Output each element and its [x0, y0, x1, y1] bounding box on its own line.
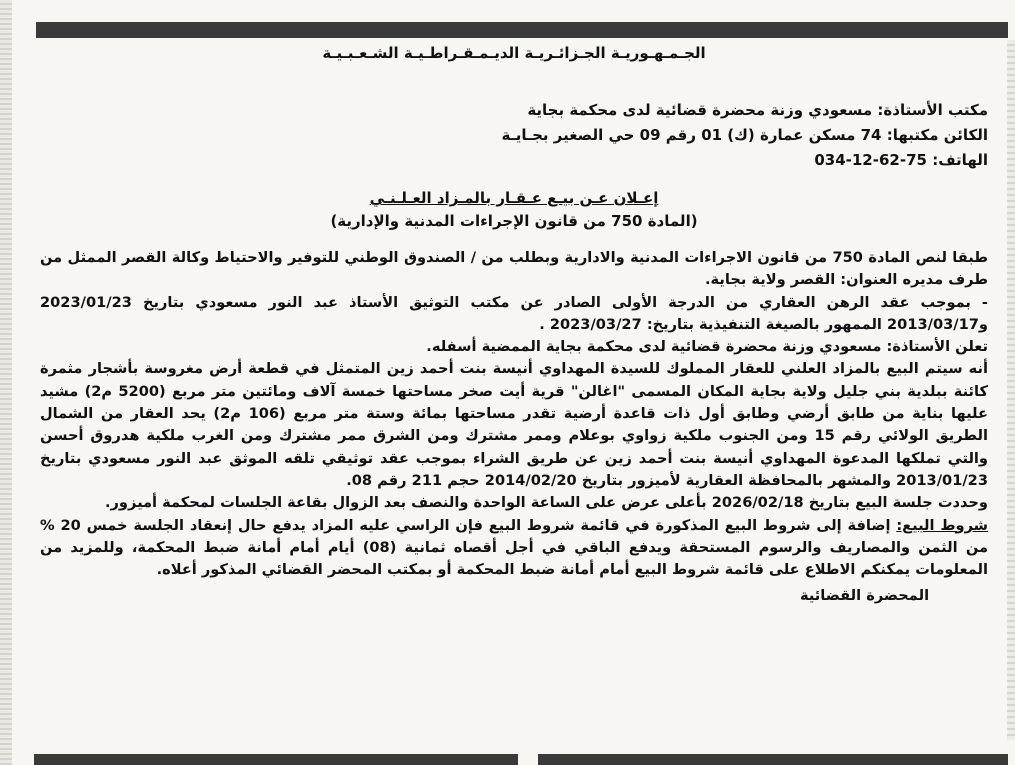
conditions-text: إضافة إلى شروط البيع المذكورة في قائمة شروط البيع فإن الراسي عليه المزاد يدفع حال إنعقاد الجلسة خمس 20 % من الثمن والمصاريف والرسوم المستحقة ويدفع الباقي في أجل أقصاه ثمانية (08) أيام أمام أمانة ضبط المحكمة، وللمزيد من المعلومات يمكنكم الاطلاع على قائمة شروط البيع أمام أمانة ضبط المحكمة أو بمكتب المحضر القضائي المذكور أعلاه.: [40, 516, 988, 579]
office-phone: الهاتف: 75-62-12-034: [814, 151, 988, 169]
signature: المحضرة القضائية: [800, 587, 930, 605]
paragraph-announcer: تعلن الأستاذة: مسعودي وزنة محضرة قضائية لدى محكمة بجاية الممضية أسفله.: [426, 338, 988, 356]
scan-edge-right: [1007, 40, 1015, 740]
notice-title: إعـلان عـن بيـع عـقـار بالمـزاد العـلـنـي: [369, 189, 659, 207]
paragraph-session: وحددت جلسة البيع بتاريخ 2026/02/18 بأعلى عرض على الساعة الواحدة والنصف بعد الزوال بقاعة الجلسات لمحكمة أميزور.: [104, 494, 988, 512]
notice-body: [40, 247, 988, 581]
top-rule: [36, 22, 1008, 38]
paragraph-mortgage: - بموجب عقد الرهن العقاري من الدرجة الأولى الصادر عن مكتب التوثيق الأستاذ عبد النور مسعودي بتاريخ 2023/01/23 و2013/03/17 الممهور بالصيغة التنفيذية بتاريخ: 2023/03/27 .: [40, 293, 988, 333]
conditions-label: شروط البيع:: [896, 516, 989, 534]
office-name: مكتب الأستاذة: مسعودي وزنة محضرة قضائية لدى محكمة بجاية: [527, 101, 988, 119]
paragraph-property: أنه سيتم البيع بالمزاد العلني للعقار المملوك للسيدة المهداوي أنيسة بنت أحمد زين المتمثل في قطعة أرض مغروسة بأشجار مثمرة كائنة ببلدية بني جليل ولاية بجاية المكان المسمى "اغالن" قرية أيت صخر مساحتها خمسة آلاف ومائتين متر مربع (5200 م2) مشيد عليها بناية من طابق أرضي وطابق أول ذات قاعدة أرضية تقدر مساحتها بمائة وستة متر مربع (106 م2) يحد العقار من الشمال الطريق الولائي رقم 15 ومن الجنوب ملكية زواوي بوعلام وممر مشترك ومن الشرق ممر مشترك ومن الغرب ملكية هدروق أحسن والتي تملكها المدعوة المهداوي أنيسة بنت أحمد زين عن طريق الشراء بموجب عقد توثيقي تلقه الموثق عبد النور مسعودي بتاريخ 2013/01/23 والمشهر بالمحافظة العقارية لأميزور بتاريخ 2014/02/20 حجم 211 رقم 08.: [40, 360, 988, 489]
notice-subtitle: (المادة 750 من قانون الإجراءات المدنية والإدارية): [330, 212, 698, 230]
bottom-rule-right: [538, 754, 1008, 765]
bottom-rule-left: [34, 754, 518, 765]
notice-title-block: [40, 187, 988, 233]
paragraph-request: طبقا لنص المادة 750 من قانون الاجراءات المدنية والادارية وبطلب من / الصندوق الوطني للتوفير والاحتياط وكالة القصر الممثل من طرف مديره العنوان: القصر ولاية بجاية.: [40, 249, 988, 289]
notice-document: [40, 40, 988, 752]
office-info: [40, 98, 988, 173]
paragraph-conditions: [40, 515, 988, 582]
scan-edge-left: [0, 0, 12, 765]
republic-header: الجـمـهـوريـة الجـزائـريـة الديـمـقـراطـيـة الشـعـبـيـة: [322, 44, 706, 62]
office-address: الكائن مكتبها: 74 مسكن عمارة (ك) 01 رقم 09 حي الصغير بجـايـة: [501, 126, 988, 144]
